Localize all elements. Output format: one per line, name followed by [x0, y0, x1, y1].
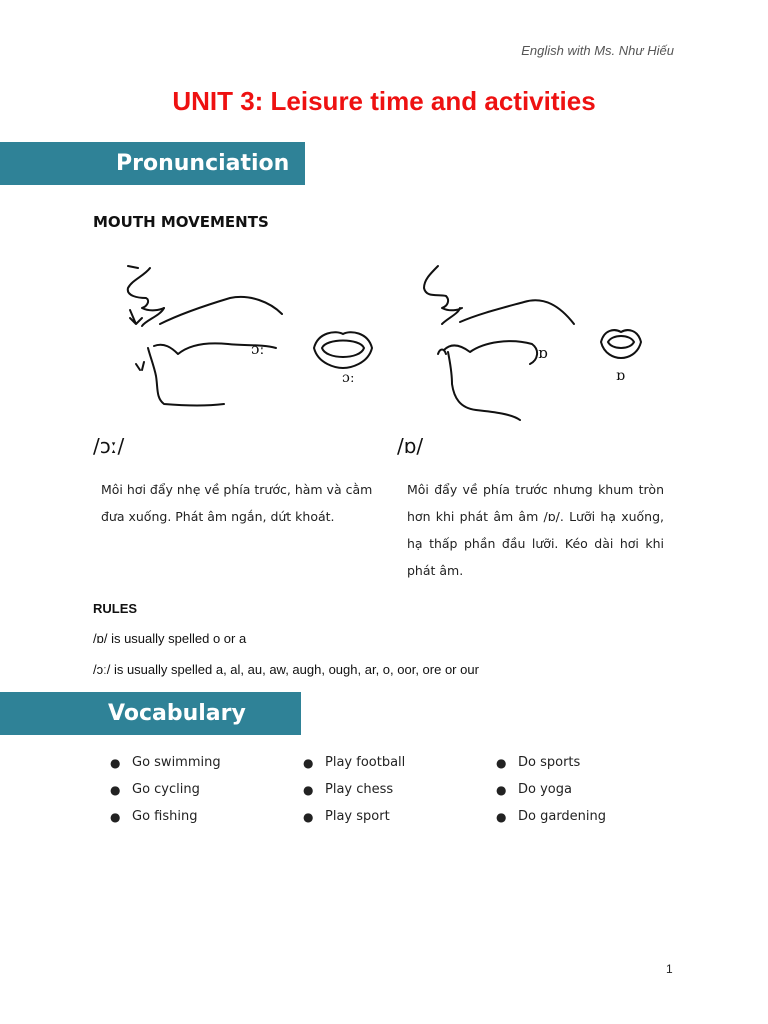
vocab-item: Go fishing [132, 809, 198, 824]
palate-line [160, 297, 282, 324]
palate-line [460, 300, 574, 324]
vocab-list-go [110, 752, 221, 833]
lips-shape-short-o [596, 322, 646, 362]
jaw-line [148, 348, 224, 406]
arrow-lower [136, 362, 144, 370]
bullet-icon: ● [110, 783, 121, 797]
bullet-icon: ● [496, 783, 507, 797]
vocab-item: Do sports [518, 755, 581, 770]
ipa-symbol-short-o: /ɒ/ [397, 434, 424, 458]
bullet-icon: ● [303, 810, 314, 824]
list-item [496, 752, 606, 779]
vocab-item: Do gardening [518, 809, 607, 824]
nose-mark [128, 266, 138, 268]
bullet-icon: ● [303, 783, 314, 797]
rules-title: RULES [93, 601, 138, 616]
lips-label-long-o: ɔː [342, 370, 355, 386]
lips-label-short-o: ɒ [616, 368, 625, 384]
bullet-icon: ● [496, 810, 507, 824]
nose-lip-profile [128, 268, 164, 310]
list-item [110, 752, 221, 779]
vocab-item: Play chess [325, 782, 394, 797]
bullet-icon: ● [496, 756, 507, 770]
ipa-symbol-long-o: /ɔː/ [93, 434, 125, 458]
nose-lip-profile [424, 266, 462, 310]
page-number: 1 [666, 962, 673, 976]
vocab-item: Go cycling [132, 782, 200, 797]
vocab-list-do [496, 752, 606, 833]
vocab-item: Do yoga [518, 782, 572, 797]
list-item [303, 806, 405, 833]
tongue-label-long-o: ɔː [251, 340, 265, 358]
list-item [496, 779, 606, 806]
tongue-line [444, 341, 537, 364]
mouth-diagram-long-o [120, 258, 390, 418]
list-item [110, 806, 221, 833]
arrow-upper [130, 310, 142, 324]
bullet-icon: ● [110, 756, 121, 770]
bullet-icon: ● [303, 756, 314, 770]
list-item [110, 779, 221, 806]
rule-short-o: /ɒ/ is usually spelled o or a [93, 631, 247, 646]
jaw-line [448, 352, 520, 420]
lower-lip [438, 350, 446, 355]
vocabulary-banner: Vocabulary [0, 692, 301, 735]
header-note: English with Ms. Như Hiếu [521, 43, 674, 58]
rule-long-o: /ɔː/ is usually spelled a, al, au, aw, augh, ough, ar, o, oor, ore or our [93, 662, 479, 677]
list-item [303, 779, 405, 806]
tongue-label-short-o: ɒ [538, 344, 548, 362]
list-item [303, 752, 405, 779]
vocab-item: Play football [325, 755, 406, 770]
vocab-list-play [303, 752, 405, 833]
unit-title: UNIT 3: Leisure time and activities [172, 86, 596, 116]
mouth-movements-subtitle: MOUTH MOVEMENTS [93, 213, 269, 231]
pronunciation-banner: Pronunciation [0, 142, 305, 185]
bullet-icon: ● [110, 810, 121, 824]
lips-shape-long-o [308, 324, 378, 370]
mouth-diagram-short-o [420, 258, 670, 428]
description-long-o: Môi hơi đẩy nhẹ về phía trước, hàm và cằm đưa xuống. Phát âm ngắn, dứt khoát. [101, 482, 373, 524]
list-item [496, 806, 606, 833]
description-short-o: Môi đẩy về phía trước nhưng khum tròn hơn khi phát âm âm /ɒ/. Lưỡi hạ xuống, hạ thấp phần đầu lưỡi. Kéo dài hơi khi phát âm. [407, 482, 664, 578]
vocab-item: Play sport [325, 809, 390, 824]
vocab-item: Go swimming [132, 755, 221, 770]
